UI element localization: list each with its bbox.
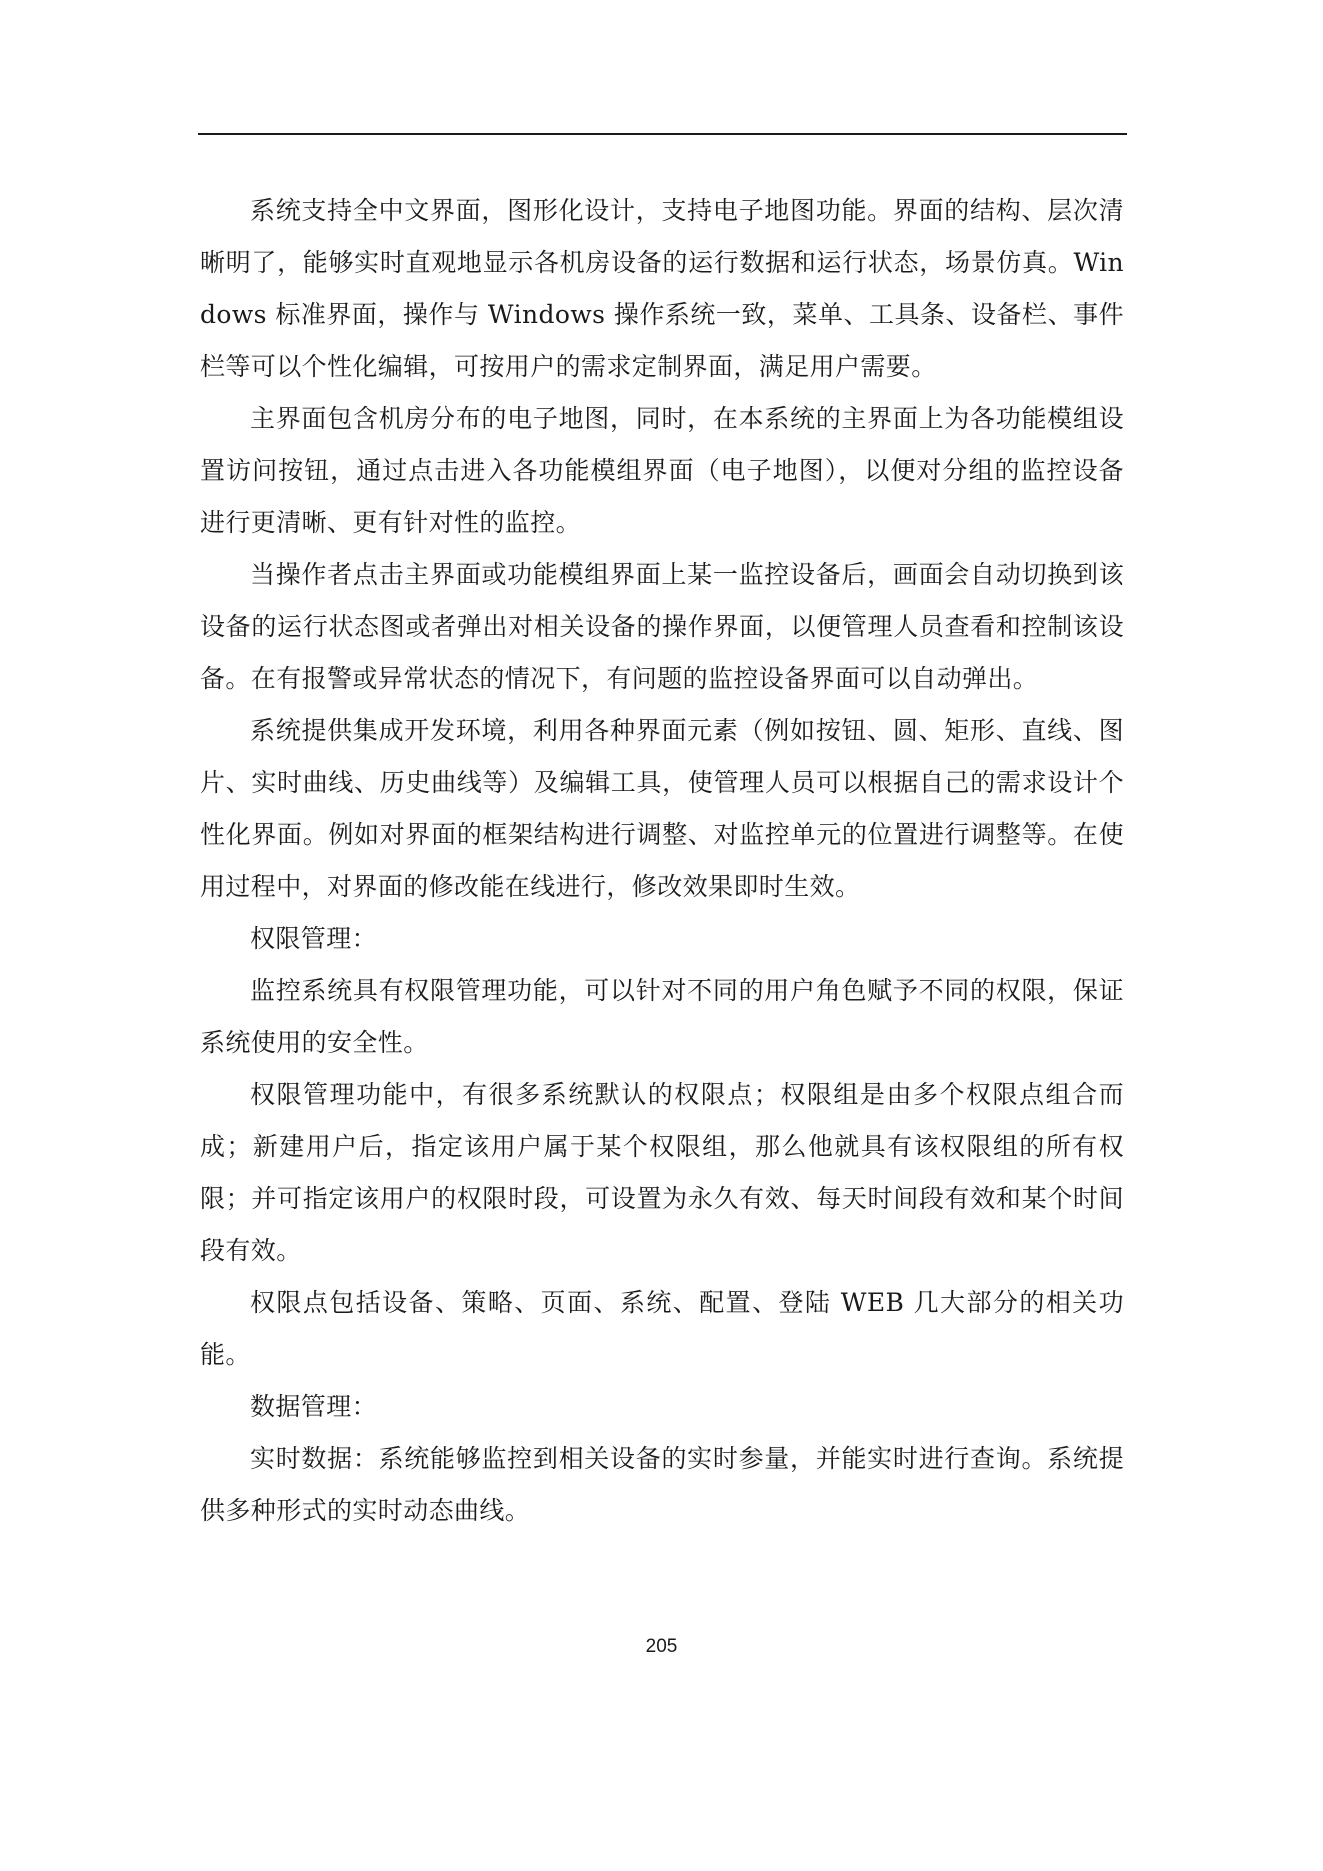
body-text	[200, 185, 1124, 1537]
paragraph-main-interface: 主界面包含机房分布的电子地图，同时，在本系统的主界面上为各功能模组设置访问按钮，通过点击进入各功能模组界面（电子地图），以便对分组的监控设备进行更清晰、更有针对性的监控。	[200, 404, 1124, 537]
paragraph-permission-groups: 权限管理功能中，有很多系统默认的权限点；权限组是由多个权限点组合而成；新建用户后，指定该用户属于某个权限组，那么他就具有该权限组的所有权限；并可指定该用户的权限时段，可设置为永久有效、每天时间段有效和某个时间段有效。	[200, 1080, 1124, 1265]
page-number: 205	[645, 1636, 678, 1657]
paragraph-permission-points: 权限点包括设备、策略、页面、系统、配置、登陆 WEB 几大部分的相关功能。	[200, 1288, 1124, 1369]
paragraph-dev-environment: 系统提供集成开发环境，利用各种界面元素（例如按钮、圆、矩形、直线、图片、实时曲线、历史曲线等）及编辑工具，使管理人员可以根据自己的需求设计个性化界面。例如对界面的框架结构进行调整、对监控单元的位置进行调整等。在使用过程中，对界面的修改能在线进行，修改效果即时生效。	[200, 716, 1124, 901]
header-rule	[198, 133, 1127, 135]
section-heading-data-management: 数据管理：	[250, 1392, 378, 1421]
paragraph-permissions-intro: 监控系统具有权限管理功能，可以针对不同的用户角色赋予不同的权限，保证系统使用的安全性。	[200, 976, 1124, 1057]
paragraph-realtime-data: 实时数据：系统能够监控到相关设备的实时参量，并能实时进行查询。系统提供多种形式的实时动态曲线。	[200, 1444, 1124, 1525]
section-heading-permissions: 权限管理：	[250, 924, 378, 953]
paragraph-ui-features: 系统支持全中文界面，图形化设计，支持电子地图功能。界面的结构、层次清晰明了，能够实时直观地显示各机房设备的运行数据和运行状态，场景仿真。Windows 标准界面，操作与 Windows 操作系统一致，菜单、工具条、设备栏、事件栏等可以个性化编辑，可按用户的需求定制界面，满足用户需要。	[200, 196, 1124, 381]
paragraph-device-click: 当操作者点击主界面或功能模组界面上某一监控设备后，画面会自动切换到该设备的运行状态图或者弹出对相关设备的操作界面，以便管理人员查看和控制该设备。在有报警或异常状态的情况下，有问题的监控设备界面可以自动弹出。	[200, 560, 1124, 693]
